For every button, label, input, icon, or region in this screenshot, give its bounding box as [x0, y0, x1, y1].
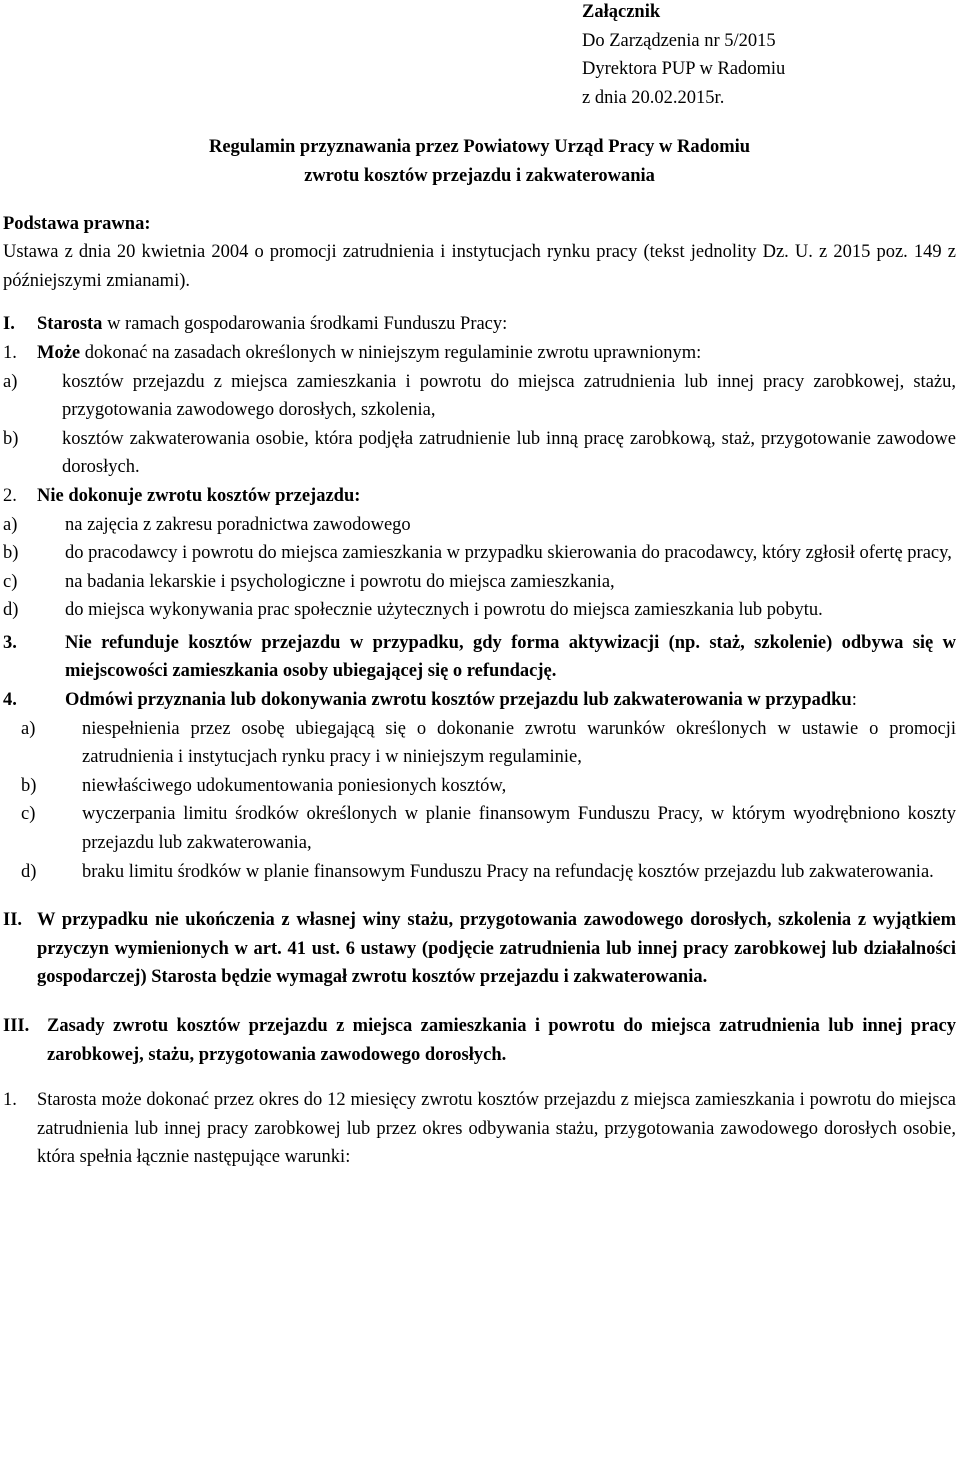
paragraph-body: [37, 339, 956, 368]
title-line-1: Regulamin przyznawania przez Powiatowy Urząd Pracy w Radomiu: [208, 137, 751, 158]
header-line-2: Dyrektora PUP w Radomiu: [582, 59, 786, 80]
paragraph-heading-text: Odmówi przyznania lub dokonywania zwrotu kosztów przejazdu lub zakwaterowania w przypadku: [65, 690, 852, 711]
section-1-subject: Starosta: [37, 314, 103, 335]
list-item: [3, 511, 956, 540]
section-2-text: W przypadku nie ukończenia z własnej winy stażu, przygotowania zawodowego dorosłych, szkolenia z wyjątkiem przyczyn wymienionych w art. 41 ust. 6 ustawy (podjęcie zatrudnienia lub innej pracy zarobkowej lub działalności gospodarczej) Starosta będzie wymagał zwrotu kosztów przejazdu i zakwaterowania.: [37, 910, 956, 988]
header-line-3: z dnia 20.02.2015r.: [582, 87, 725, 108]
item-text: wyczerpania limitu środków określonych w planie finansowym Funduszu Pracy, w którym wyodrębniono koszty przejazdu lub zakwaterowania,: [82, 804, 956, 854]
paragraph-heading-end: :: [851, 690, 857, 711]
legal-basis-label: Podstawa prawna:: [3, 213, 151, 234]
paragraph-number: 2.: [3, 485, 17, 506]
section-1-paragraph-2: [3, 482, 956, 511]
item-letter: b): [3, 543, 19, 564]
item-text: do pracodawcy i powrotu do miejsca zamieszkania w przypadku skierowania do pracodawcy, który zgłosił ofertę pracy,: [65, 543, 952, 564]
list-item: [3, 596, 956, 625]
paragraph-number: 4.: [3, 690, 17, 711]
list-item: [3, 568, 956, 597]
item-letter: d): [3, 600, 19, 621]
section-1-heading-text: [37, 310, 956, 339]
section-3-heading: Zasady zwrotu kosztów przejazdu z miejsca zamieszkania i powrotu do miejsca zatrudnienia lub innej pracy zarobkowej, stażu, przygotowania zawodowego dorosłych.: [47, 1016, 956, 1065]
section-2-number: II.: [3, 910, 23, 931]
section-1-paragraph-2-items: [3, 511, 956, 625]
paragraph-heading: Nie dokonuje zwrotu kosztów przejazdu:: [37, 485, 361, 506]
section-1: [3, 310, 956, 886]
item-letter: a): [21, 718, 36, 739]
section-1-heading-rest: w ramach gospodarowania środkami Funduszu Pracy:: [102, 314, 508, 335]
attachment-label: Załącznik: [582, 2, 661, 22]
title-line-2: zwrotu kosztów przejazdu i zakwaterowania: [304, 165, 655, 186]
item-text: do miejsca wykonywania prac społecznie użytecznych i powrotu do miejsca zamieszkania lub pobytu.: [65, 600, 823, 621]
paragraph-rest: dokonać na zasadach określonych w niniejszym regulaminie zwrotu uprawnionym:: [80, 342, 702, 363]
paragraph-number: 1.: [3, 1090, 17, 1111]
item-text: na badania lekarskie i psychologiczne i powrotu do miejsca zamieszkania,: [65, 571, 615, 592]
document-title: [3, 133, 956, 190]
section-3: [3, 1012, 956, 1069]
section-1-paragraph-4-items: [3, 715, 956, 887]
attachment-header: [582, 0, 956, 112]
paragraph-text: Nie refunduje kosztów przejazdu w przypadku, gdy forma aktywizacji (np. staż, szkolenie) odbywa się w miejscowości zamieszkania osoby ubiegającej się o refundację.: [65, 632, 956, 682]
list-item: [3, 539, 956, 568]
section-1-number: I.: [3, 314, 15, 335]
section-3-number: III.: [3, 1016, 30, 1036]
list-item: [3, 368, 956, 425]
paragraph-text: [37, 339, 956, 368]
paragraph-text: Starosta może dokonać przez okres do 12 miesięcy zwrotu kosztów przejazdu z miejsca zamieszkania i powrotu do miejsca zatrudnienia lub innej pracy zarobkowej lub przez okres odbywania stażu, przygotowania zawodowego dorosłych osobie, która spełnia łącznie następujące warunki:: [37, 1090, 956, 1168]
item-letter: b): [21, 775, 37, 796]
list-item: [3, 715, 956, 772]
section-3-paragraph-1: [3, 1086, 956, 1172]
item-letter: c): [21, 804, 36, 825]
section-1-paragraph-3: [3, 629, 956, 686]
item-text: braku limitu środków w planie finansowym Funduszu Pracy na refundację kosztów przejazdu lub zakwaterowania.: [82, 861, 934, 882]
list-item: [3, 858, 956, 887]
list-item: [3, 800, 956, 857]
item-letter: a): [3, 514, 18, 535]
list-item: [3, 425, 956, 482]
item-text: kosztów zakwaterowania osobie, która podjęła zatrudnienie lub inną pracę zarobkową, staż, przygotowanie zawodowe dorosłych.: [62, 428, 956, 478]
paragraph-lead: Może: [37, 342, 81, 363]
paragraph-heading: [65, 686, 956, 715]
section-1-heading: [3, 310, 956, 339]
item-letter: c): [3, 571, 18, 592]
section-1-paragraph-4: [3, 686, 956, 715]
item-text: niewłaściwego udokumentowania poniesionych kosztów,: [82, 775, 507, 796]
header-line-1: Do Zarządzenia nr 5/2015: [582, 30, 776, 51]
list-item: [3, 772, 956, 801]
paragraph-number: 3.: [3, 632, 17, 653]
item-letter: d): [21, 861, 37, 882]
section-2: [3, 906, 956, 992]
legal-basis-text: Ustawa z dnia 20 kwietnia 2004 o promocji zatrudnienia i instytucjach rynku pracy (tekst jednolity Dz. U. z 2015 poz. 149 z późniejszymi zmianami).: [3, 242, 956, 291]
item-letter: a): [3, 371, 18, 392]
paragraph-number: 1.: [3, 342, 17, 363]
item-text: niespełnienia przez osobę ubiegającą się o dokonanie zwrotu warunków określonych w ustawie o promocji zatrudnienia i instytucjach rynku pracy i w niniejszym regulaminie,: [82, 718, 956, 768]
item-letter: b): [3, 428, 19, 449]
section-1-paragraph-1: [3, 339, 956, 368]
section-1-paragraph-1-items: [3, 368, 956, 482]
item-text: kosztów przejazdu z miejsca zamieszkania i powrotu do miejsca zatrudnienia lub innej pracy zarobkowej, stażu, przygotowania zawodowego dorosłych, szkolenia,: [62, 371, 956, 421]
item-text: na zajęcia z zakresu poradnictwa zawodowego: [65, 514, 411, 535]
